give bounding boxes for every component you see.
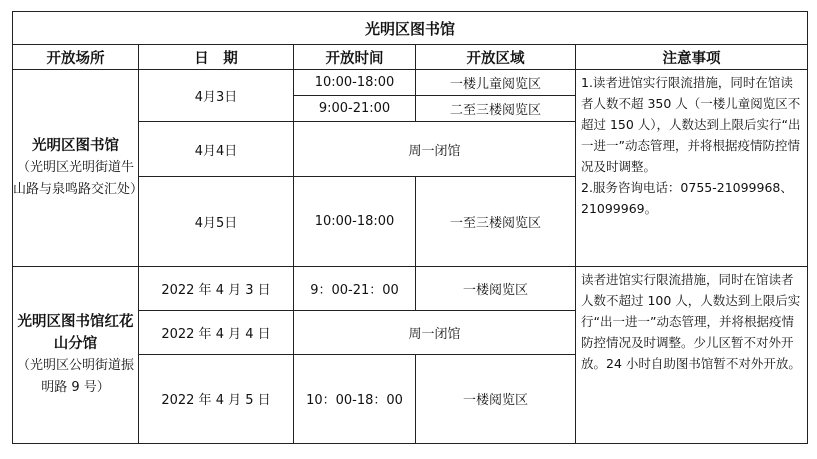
venue2-area-1: 一楼阅览区 bbox=[416, 266, 576, 311]
header-date: 日 期 bbox=[139, 45, 294, 69]
venue2-notes: 读者进馆实行限流措施，同时在馆读者人数不超过 100 人，人数达到上限后实行“出一进一”动态管理，并将根据疫情防控情况及时调整。少儿区暂不对外开放。24 小时自助图书馆暂不对外开放。 bbox=[576, 266, 808, 443]
header-notes: 注意事项 bbox=[576, 45, 808, 69]
venue1-area-2: 二至三楼阅览区 bbox=[416, 95, 576, 121]
venue2-closed: 周一闭馆 bbox=[294, 311, 576, 355]
venue1-date-2: 4月4日 bbox=[139, 122, 294, 177]
table-row bbox=[13, 266, 808, 311]
venue1-date-1: 4月3日 bbox=[139, 69, 294, 122]
venue1-note-2: 2.服务咨询电话：0755-21099968、21099969。 bbox=[581, 179, 793, 216]
venue2-date-3: 2022 年 4 月 5 日 bbox=[139, 354, 294, 443]
venue1-cell bbox=[13, 69, 144, 266]
venue2-address: （光明区公明街道振明路 9 号） bbox=[16, 357, 134, 395]
table-title: 光明区图书馆 bbox=[13, 12, 808, 45]
venue2-area-3: 一楼阅览区 bbox=[416, 354, 576, 443]
header-time: 开放时间 bbox=[294, 45, 416, 69]
venue2-name: 光明区图书馆红花山分馆 bbox=[17, 312, 134, 352]
schedule-table bbox=[12, 11, 808, 444]
venue1-notes bbox=[576, 69, 808, 266]
venue2-time-3: 10：00-18：00 bbox=[294, 354, 416, 443]
venue2-date-1: 2022 年 4 月 3 日 bbox=[139, 266, 294, 311]
venue1-time-3: 10:00-18:00 bbox=[294, 176, 416, 266]
venue1-note-1: 1.读者进馆实行限流措施，同时在馆读者人数不超 350 人（一楼儿童阅览区不超过 150 人），人数达到上限后实行“出一进一”动态管理，并将根据疫情防控情况及时调整。 bbox=[581, 74, 801, 174]
header-area: 开放区域 bbox=[416, 45, 576, 69]
venue1-name: 光明区图书馆 bbox=[32, 136, 119, 154]
venue1-time-1: 10:00-18:00 bbox=[294, 69, 416, 95]
venue2-date-2: 2022 年 4 月 4 日 bbox=[139, 311, 294, 355]
venue1-date-3: 4月5日 bbox=[139, 176, 294, 266]
venue1-time-2: 9:00-21:00 bbox=[294, 95, 416, 121]
venue1-area-3: 一至三楼阅览区 bbox=[416, 176, 576, 266]
venue1-closed: 周一闭馆 bbox=[294, 122, 576, 177]
venue2-time-1: 9：00-21：00 bbox=[294, 266, 416, 311]
venue1-area-1: 一楼儿童阅览区 bbox=[416, 69, 576, 95]
header-venue: 开放场所 bbox=[13, 45, 139, 69]
venue2-cell bbox=[13, 266, 139, 443]
header-row bbox=[13, 45, 808, 69]
table-row bbox=[13, 69, 808, 95]
venue1-address: （光明区光明街道牛山路与泉鸣路交汇处） bbox=[13, 159, 144, 197]
